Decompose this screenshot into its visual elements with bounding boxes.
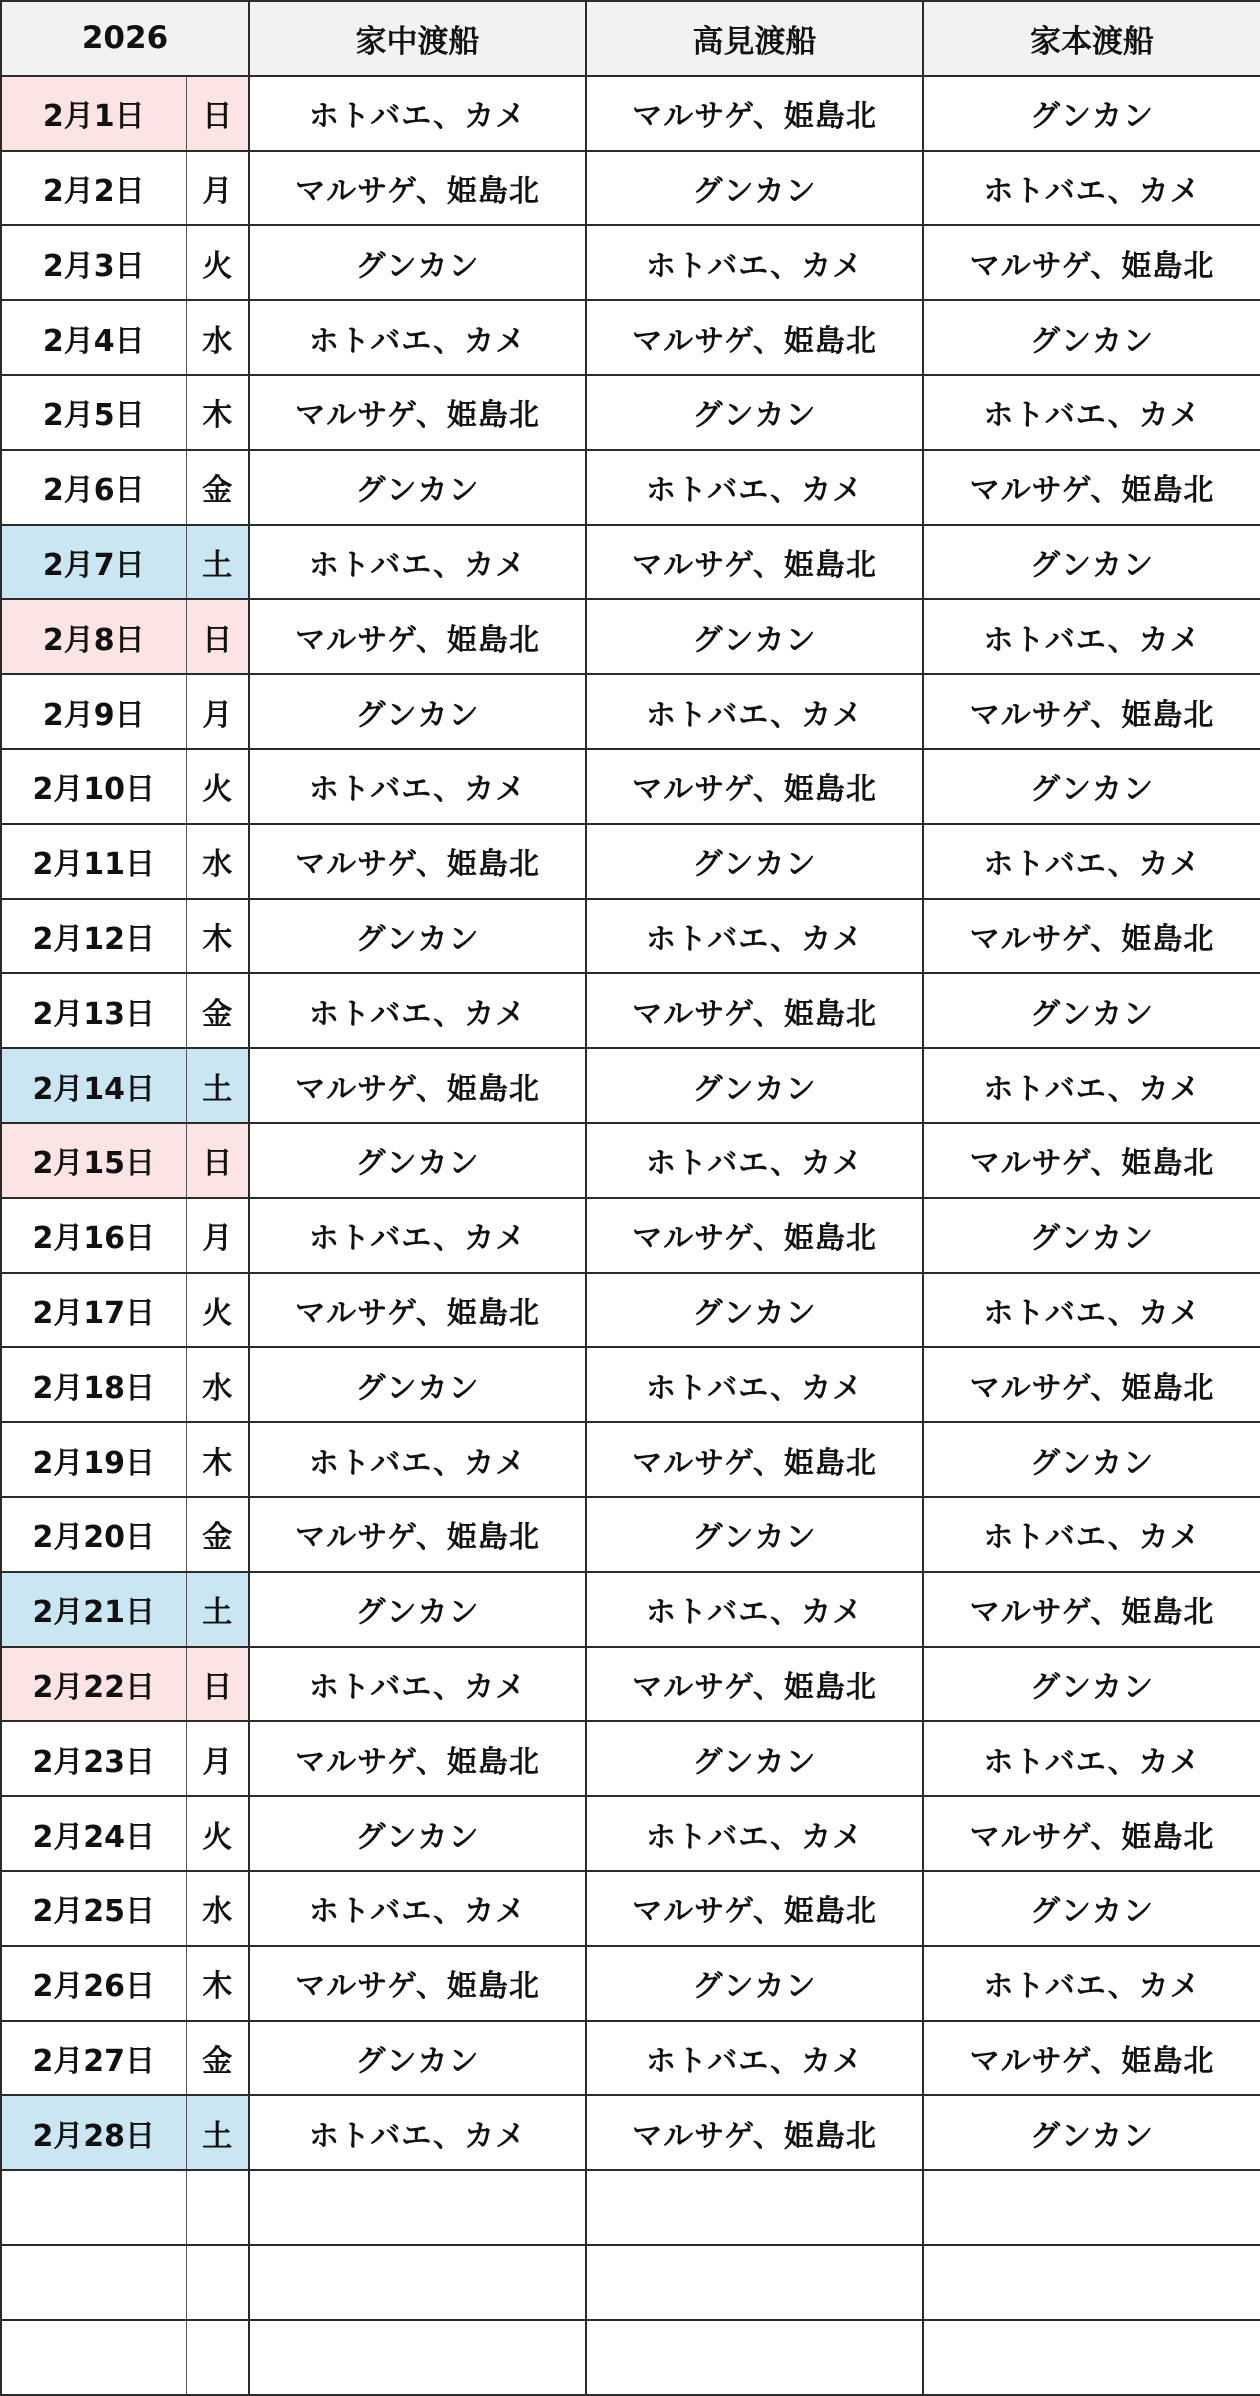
ferry-cell-kenaka: マルサゲ、姫島北 — [249, 824, 586, 899]
weekday-cell: 日 — [186, 1647, 249, 1722]
ferry-cell-kenaka: マルサゲ、姫島北 — [249, 599, 586, 674]
ferry-cell-iemoto: マルサゲ、姫島北 — [923, 225, 1260, 300]
date-cell: 2月9日 — [1, 674, 186, 749]
ferry-cell-takami — [586, 2170, 923, 2245]
table-row — [1, 2245, 1260, 2320]
date-cell: 2月23日 — [1, 1721, 186, 1796]
date-cell: 2月22日 — [1, 1647, 186, 1722]
table-row — [1, 749, 1260, 824]
ferry-cell-kenaka: ホトバエ、カメ — [249, 1871, 586, 1946]
table-row — [1, 375, 1260, 450]
table-row — [1, 599, 1260, 674]
weekday-cell: 水 — [186, 300, 249, 375]
weekday-cell: 木 — [186, 375, 249, 450]
table-row — [1, 151, 1260, 226]
ferry-cell-takami: グンカン — [586, 1946, 923, 2021]
ferry-cell-iemoto: ホトバエ、カメ — [923, 1946, 1260, 2021]
ferry-cell-takami: マルサゲ、姫島北 — [586, 973, 923, 1048]
ferry-cell-takami: ホトバエ、カメ — [586, 225, 923, 300]
weekday-cell: 土 — [186, 525, 249, 600]
date-cell: 2月11日 — [1, 824, 186, 899]
ferry-cell-takami — [586, 2320, 923, 2395]
ferry-cell-takami: グンカン — [586, 599, 923, 674]
weekday-cell: 金 — [186, 450, 249, 525]
ferry-cell-kenaka: グンカン — [249, 899, 586, 974]
table-row — [1, 1572, 1260, 1647]
year-header: 2026 — [1, 1, 249, 76]
ferry-cell-iemoto: グンカン — [923, 525, 1260, 600]
table-row — [1, 300, 1260, 375]
ferry-cell-takami: ホトバエ、カメ — [586, 1796, 923, 1871]
ferry-cell-kenaka: ホトバエ、カメ — [249, 76, 586, 151]
ferry-cell-takami: マルサゲ、姫島北 — [586, 749, 923, 824]
ferry-cell-kenaka: ホトバエ、カメ — [249, 1647, 586, 1722]
ferry-cell-takami: グンカン — [586, 824, 923, 899]
date-cell: 2月18日 — [1, 1347, 186, 1422]
date-cell: 2月21日 — [1, 1572, 186, 1647]
ferry-cell-takami: マルサゲ、姫島北 — [586, 1871, 923, 1946]
ferry-cell-kenaka: ホトバエ、カメ — [249, 525, 586, 600]
ferry-cell-kenaka: マルサゲ、姫島北 — [249, 1273, 586, 1348]
ferry-cell-iemoto: ホトバエ、カメ — [923, 1273, 1260, 1348]
ferry-cell-takami: マルサゲ、姫島北 — [586, 1198, 923, 1273]
date-cell — [1, 2170, 186, 2245]
ferry-cell-iemoto: グンカン — [923, 2095, 1260, 2170]
date-cell: 2月25日 — [1, 1871, 186, 1946]
ferry-cell-takami — [586, 2245, 923, 2320]
table-row — [1, 2095, 1260, 2170]
weekday-cell: 日 — [186, 76, 249, 151]
weekday-cell: 土 — [186, 1048, 249, 1123]
ferry-header-iemoto: 家本渡船 — [923, 1, 1260, 76]
ferry-cell-kenaka: マルサゲ、姫島北 — [249, 1721, 586, 1796]
ferry-cell-kenaka: ホトバエ、カメ — [249, 973, 586, 1048]
weekday-cell: 土 — [186, 2095, 249, 2170]
weekday-cell: 月 — [186, 674, 249, 749]
date-cell — [1, 2320, 186, 2395]
ferry-cell-takami: グンカン — [586, 1497, 923, 1572]
table-row — [1, 973, 1260, 1048]
table-row — [1, 1647, 1260, 1722]
ferry-cell-iemoto: ホトバエ、カメ — [923, 824, 1260, 899]
date-cell: 2月4日 — [1, 300, 186, 375]
weekday-cell: 水 — [186, 1871, 249, 1946]
ferry-cell-takami: ホトバエ、カメ — [586, 674, 923, 749]
weekday-cell — [186, 2320, 249, 2395]
table-row — [1, 1871, 1260, 1946]
ferry-cell-takami: マルサゲ、姫島北 — [586, 2095, 923, 2170]
ferry-cell-takami: マルサゲ、姫島北 — [586, 76, 923, 151]
ferry-cell-iemoto: グンカン — [923, 749, 1260, 824]
schedule-body — [1, 76, 1260, 2395]
ferry-cell-kenaka: グンカン — [249, 1123, 586, 1198]
ferry-cell-takami: ホトバエ、カメ — [586, 899, 923, 974]
ferry-cell-iemoto: マルサゲ、姫島北 — [923, 2021, 1260, 2096]
ferry-cell-takami: ホトバエ、カメ — [586, 450, 923, 525]
weekday-cell: 木 — [186, 1946, 249, 2021]
table-row — [1, 450, 1260, 525]
table-row — [1, 824, 1260, 899]
weekday-cell: 火 — [186, 1273, 249, 1348]
table-row — [1, 1198, 1260, 1273]
date-cell — [1, 2245, 186, 2320]
table-row — [1, 1347, 1260, 1422]
ferry-cell-kenaka: ホトバエ、カメ — [249, 749, 586, 824]
weekday-cell: 金 — [186, 1497, 249, 1572]
ferry-cell-takami: ホトバエ、カメ — [586, 1123, 923, 1198]
ferry-cell-kenaka: マルサゲ、姫島北 — [249, 1497, 586, 1572]
ferry-cell-iemoto: グンカン — [923, 1198, 1260, 1273]
weekday-cell: 土 — [186, 1572, 249, 1647]
date-cell: 2月13日 — [1, 973, 186, 1048]
ferry-cell-iemoto: グンカン — [923, 300, 1260, 375]
table-row — [1, 2021, 1260, 2096]
ferry-cell-iemoto: グンカン — [923, 973, 1260, 1048]
ferry-cell-kenaka — [249, 2245, 586, 2320]
ferry-cell-kenaka: マルサゲ、姫島北 — [249, 1048, 586, 1123]
weekday-cell: 月 — [186, 1721, 249, 1796]
ferry-cell-iemoto: マルサゲ、姫島北 — [923, 450, 1260, 525]
header-row — [1, 1, 1260, 76]
weekday-cell: 月 — [186, 1198, 249, 1273]
weekday-cell: 金 — [186, 2021, 249, 2096]
ferry-cell-kenaka: ホトバエ、カメ — [249, 1422, 586, 1497]
ferry-cell-iemoto — [923, 2245, 1260, 2320]
ferry-cell-iemoto: グンカン — [923, 76, 1260, 151]
ferry-cell-iemoto: マルサゲ、姫島北 — [923, 674, 1260, 749]
ferry-header-takami: 高見渡船 — [586, 1, 923, 76]
weekday-cell: 日 — [186, 599, 249, 674]
ferry-cell-takami: グンカン — [586, 1273, 923, 1348]
date-cell: 2月8日 — [1, 599, 186, 674]
weekday-cell: 木 — [186, 899, 249, 974]
ferry-cell-takami: マルサゲ、姫島北 — [586, 525, 923, 600]
ferry-cell-kenaka: マルサゲ、姫島北 — [249, 375, 586, 450]
ferry-cell-takami: グンカン — [586, 151, 923, 226]
weekday-cell — [186, 2170, 249, 2245]
ferry-cell-takami: マルサゲ、姫島北 — [586, 1647, 923, 1722]
ferry-cell-iemoto: グンカン — [923, 1422, 1260, 1497]
ferry-cell-iemoto: グンカン — [923, 1647, 1260, 1722]
date-cell: 2月7日 — [1, 525, 186, 600]
weekday-cell: 月 — [186, 151, 249, 226]
table-row — [1, 76, 1260, 151]
table-row — [1, 1422, 1260, 1497]
table-row — [1, 225, 1260, 300]
weekday-cell: 木 — [186, 1422, 249, 1497]
ferry-cell-kenaka — [249, 2320, 586, 2395]
ferry-cell-kenaka: グンカン — [249, 2021, 586, 2096]
date-cell: 2月28日 — [1, 2095, 186, 2170]
ferry-cell-iemoto: マルサゲ、姫島北 — [923, 1123, 1260, 1198]
ferry-cell-kenaka: グンカン — [249, 1572, 586, 1647]
ferry-cell-kenaka: ホトバエ、カメ — [249, 1198, 586, 1273]
date-cell: 2月2日 — [1, 151, 186, 226]
date-cell: 2月5日 — [1, 375, 186, 450]
date-cell: 2月20日 — [1, 1497, 186, 1572]
ferry-cell-kenaka: グンカン — [249, 1796, 586, 1871]
ferry-cell-iemoto: グンカン — [923, 1871, 1260, 1946]
ferry-cell-iemoto: マルサゲ、姫島北 — [923, 1796, 1260, 1871]
weekday-cell: 火 — [186, 749, 249, 824]
ferry-cell-iemoto — [923, 2320, 1260, 2395]
table-row — [1, 1497, 1260, 1572]
date-cell: 2月6日 — [1, 450, 186, 525]
table-row — [1, 1946, 1260, 2021]
table-row — [1, 674, 1260, 749]
date-cell: 2月19日 — [1, 1422, 186, 1497]
date-cell: 2月17日 — [1, 1273, 186, 1348]
ferry-cell-kenaka: グンカン — [249, 450, 586, 525]
table-row — [1, 1123, 1260, 1198]
ferry-cell-iemoto: ホトバエ、カメ — [923, 599, 1260, 674]
ferry-cell-takami: ホトバエ、カメ — [586, 2021, 923, 2096]
table-row — [1, 2320, 1260, 2395]
date-cell: 2月12日 — [1, 899, 186, 974]
ferry-cell-kenaka: ホトバエ、カメ — [249, 2095, 586, 2170]
date-cell: 2月27日 — [1, 2021, 186, 2096]
table-row — [1, 525, 1260, 600]
weekday-cell: 火 — [186, 1796, 249, 1871]
ferry-cell-iemoto: マルサゲ、姫島北 — [923, 1572, 1260, 1647]
date-cell: 2月26日 — [1, 1946, 186, 2021]
date-cell: 2月15日 — [1, 1123, 186, 1198]
ferry-cell-kenaka: グンカン — [249, 225, 586, 300]
weekday-cell: 火 — [186, 225, 249, 300]
ferry-cell-iemoto: マルサゲ、姫島北 — [923, 899, 1260, 974]
ferry-cell-iemoto: ホトバエ、カメ — [923, 151, 1260, 226]
date-cell: 2月1日 — [1, 76, 186, 151]
weekday-cell: 日 — [186, 1123, 249, 1198]
table-row — [1, 1721, 1260, 1796]
date-cell: 2月24日 — [1, 1796, 186, 1871]
weekday-cell: 金 — [186, 973, 249, 1048]
date-cell: 2月3日 — [1, 225, 186, 300]
date-cell: 2月14日 — [1, 1048, 186, 1123]
table-row — [1, 1273, 1260, 1348]
ferry-cell-kenaka: マルサゲ、姫島北 — [249, 1946, 586, 2021]
weekday-cell — [186, 2245, 249, 2320]
ferry-cell-kenaka — [249, 2170, 586, 2245]
ferry-cell-takami: ホトバエ、カメ — [586, 1347, 923, 1422]
ferry-cell-takami: グンカン — [586, 375, 923, 450]
ferry-cell-kenaka: マルサゲ、姫島北 — [249, 151, 586, 226]
ferry-cell-iemoto: ホトバエ、カメ — [923, 375, 1260, 450]
weekday-cell: 水 — [186, 824, 249, 899]
ferry-cell-iemoto: マルサゲ、姫島北 — [923, 1347, 1260, 1422]
date-cell: 2月10日 — [1, 749, 186, 824]
ferry-cell-takami: ホトバエ、カメ — [586, 1572, 923, 1647]
ferry-header-kenaka: 家中渡船 — [249, 1, 586, 76]
table-row — [1, 1796, 1260, 1871]
date-cell: 2月16日 — [1, 1198, 186, 1273]
ferry-cell-iemoto: ホトバエ、カメ — [923, 1048, 1260, 1123]
table-row — [1, 1048, 1260, 1123]
ferry-cell-iemoto: ホトバエ、カメ — [923, 1497, 1260, 1572]
ferry-cell-iemoto: ホトバエ、カメ — [923, 1721, 1260, 1796]
ferry-cell-kenaka: グンカン — [249, 674, 586, 749]
ferry-cell-kenaka: グンカン — [249, 1347, 586, 1422]
ferry-cell-takami: マルサゲ、姫島北 — [586, 300, 923, 375]
ferry-cell-takami: マルサゲ、姫島北 — [586, 1422, 923, 1497]
table-row — [1, 2170, 1260, 2245]
ferry-cell-iemoto — [923, 2170, 1260, 2245]
weekday-cell: 水 — [186, 1347, 249, 1422]
ferry-cell-kenaka: ホトバエ、カメ — [249, 300, 586, 375]
table-row — [1, 899, 1260, 974]
ferry-cell-takami: グンカン — [586, 1048, 923, 1123]
ferry-cell-takami: グンカン — [586, 1721, 923, 1796]
